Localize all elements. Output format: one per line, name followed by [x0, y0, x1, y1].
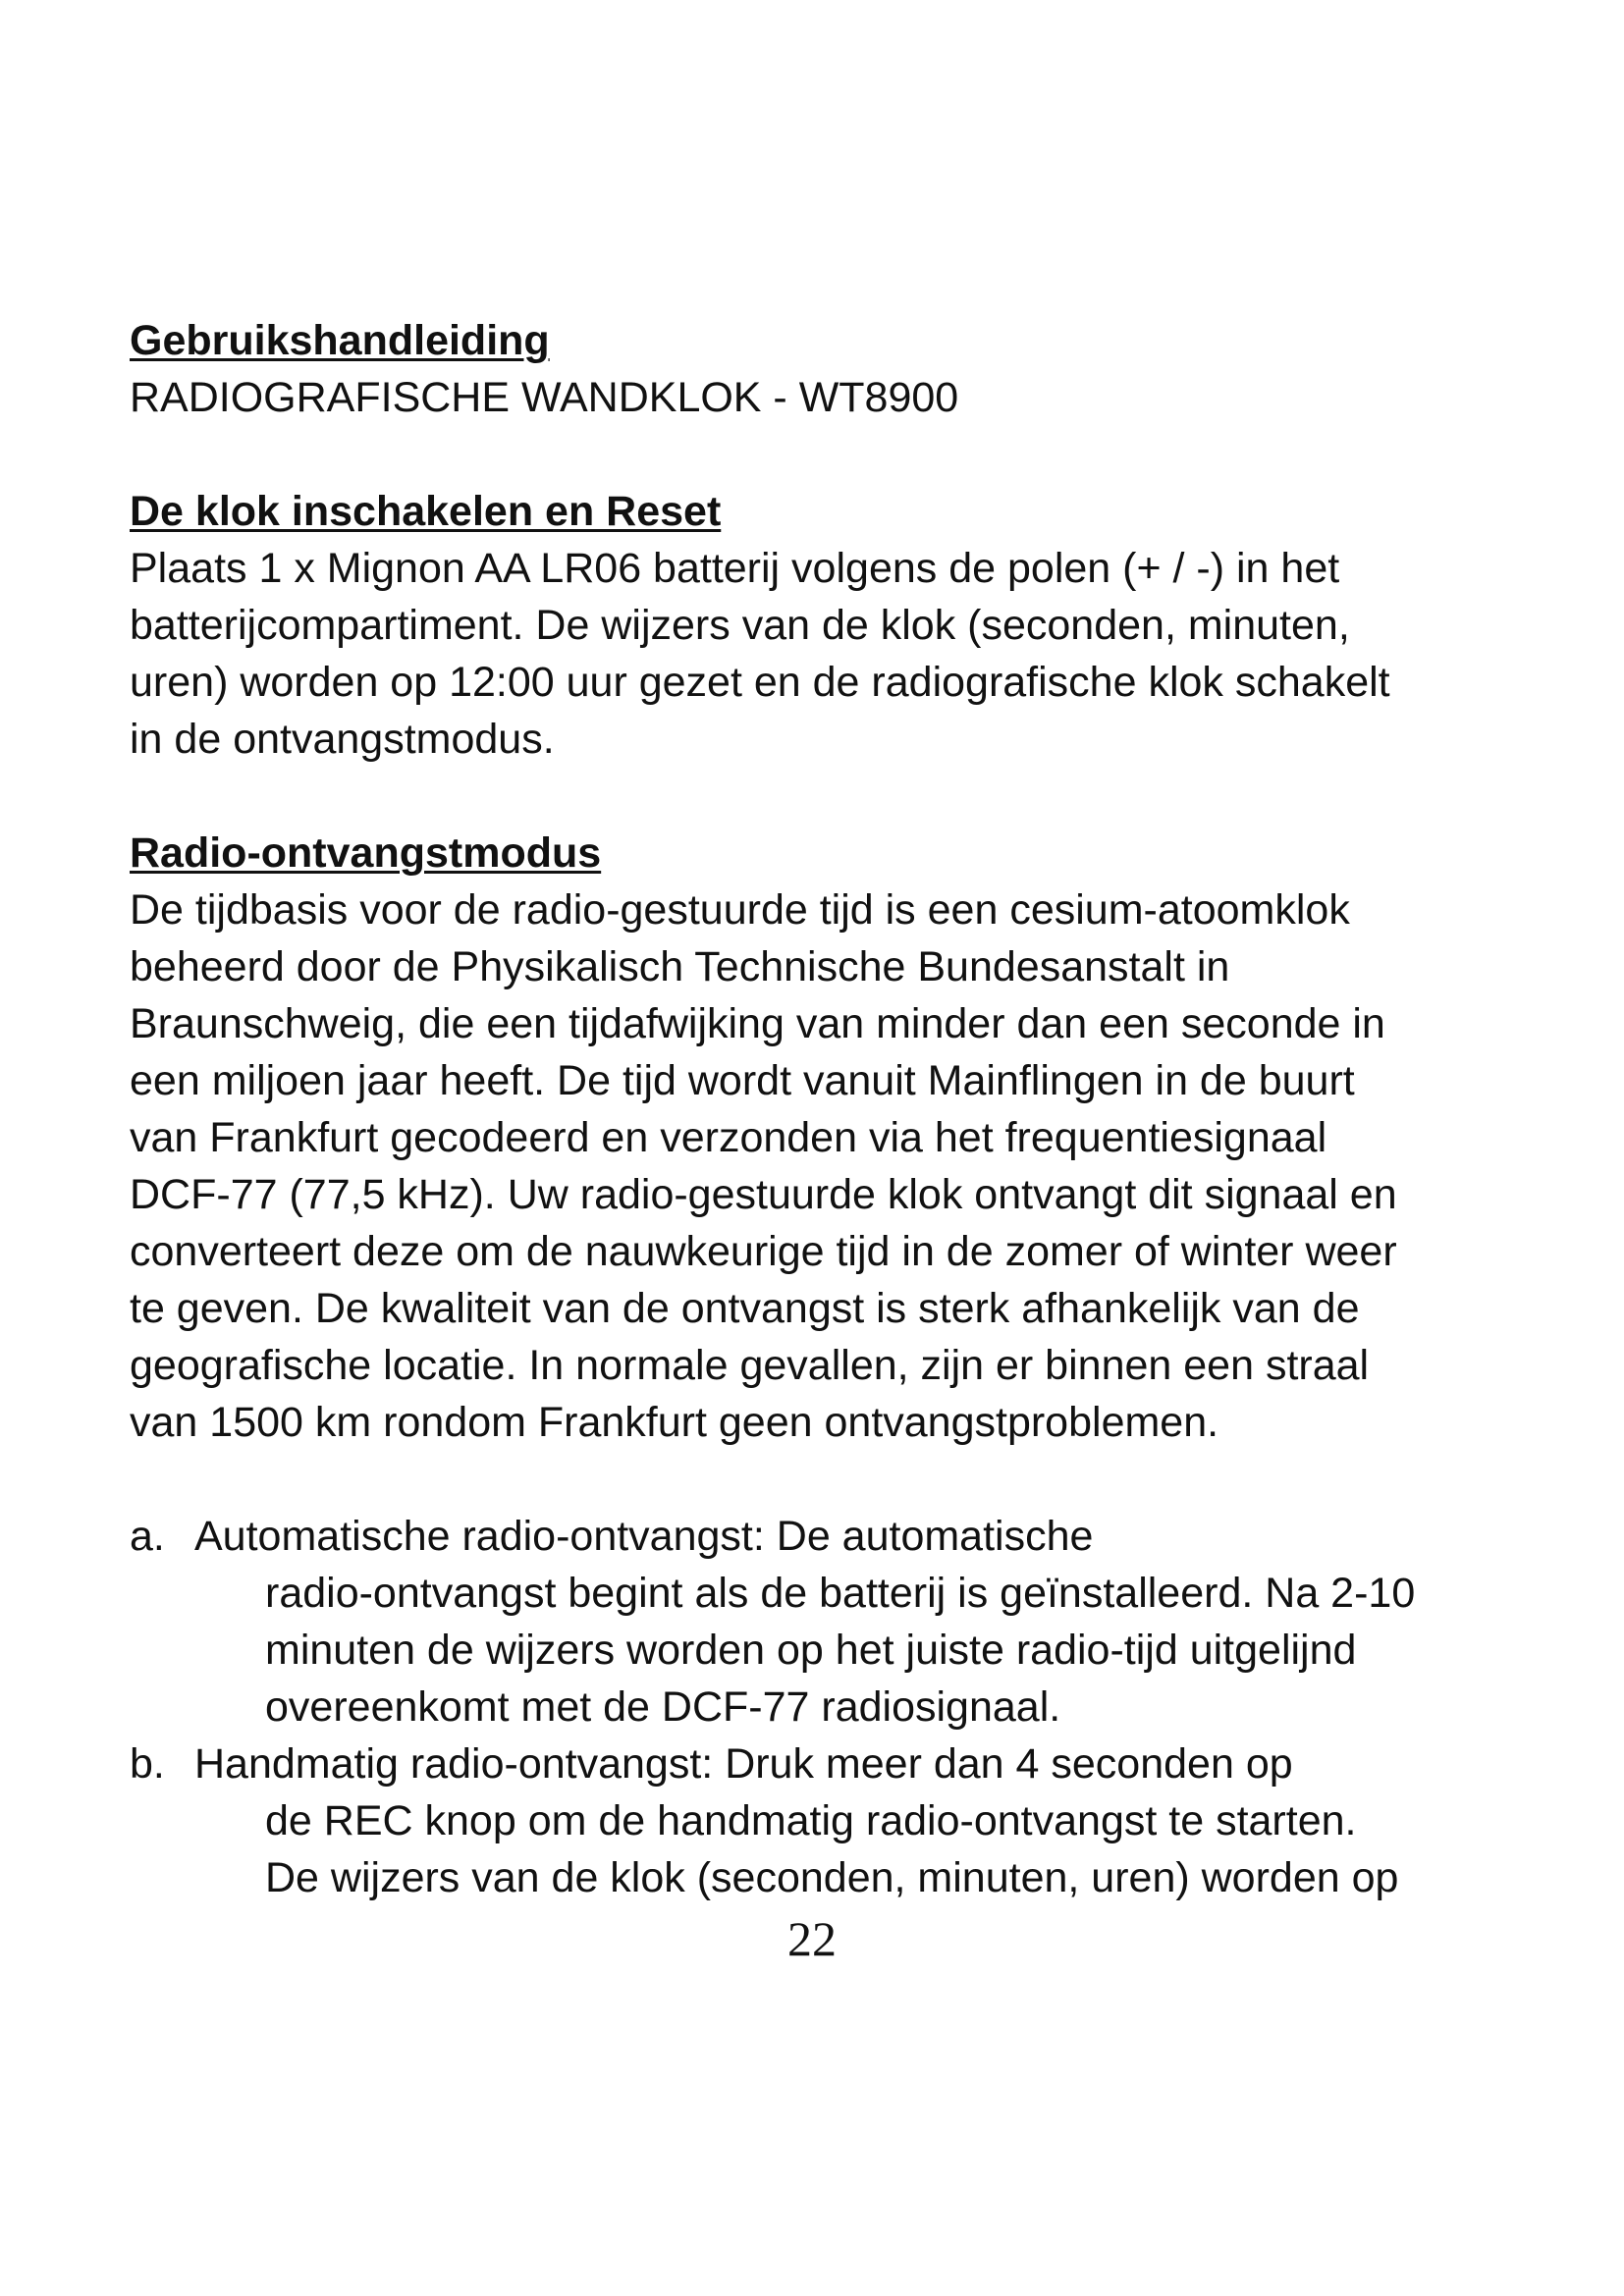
paragraph-line: DCF-77 (77,5 kHz). Uw radio-gestuurde klok ontvangt dit signaal en [130, 1171, 1397, 1218]
list-item-line: de REC knop om de handmatig radio-ontvangst te starten. [265, 1797, 1357, 1844]
paragraph-line: te geven. De kwaliteit van de ontvangst is sterk afhankelijk van de [130, 1285, 1360, 1332]
paragraph-line: van 1500 km rondom Frankfurt geen ontvangstproblemen. [130, 1399, 1219, 1446]
paragraph-line: van Frankfurt gecodeerd en verzonden via het frequentiesignaal [130, 1114, 1327, 1161]
paragraph-line: beheerd door de Physikalisch Technische Bundesanstalt in [130, 943, 1230, 990]
paragraph-line: geografische locatie. In normale gevallen, zijn er binnen een straal [130, 1342, 1370, 1389]
list-item-first-line: Automatische radio-ontvangst: De automatische [194, 1513, 1094, 1560]
section-radio [130, 825, 1543, 1451]
section-reset [130, 483, 1543, 768]
list-item [130, 1508, 1543, 1735]
list-marker: a. [130, 1513, 165, 1560]
list-item [130, 1735, 1543, 1906]
page-number: 22 [787, 1911, 837, 1966]
list-item-line: De wijzers van de klok (seconden, minuten, uren) worden op [265, 1854, 1399, 1901]
paragraph-line: uren) worden op 12:00 uur gezet en de radiografische klok schakelt [130, 659, 1390, 706]
list-marker: b. [130, 1740, 165, 1788]
paragraph-line: batterijcompartiment. De wijzers van de klok (seconden, minuten, [130, 602, 1350, 649]
spacer [130, 768, 1543, 825]
manual-page [130, 312, 1543, 1906]
list-item-line: minuten de wijzers worden op het juiste radio-tijd uitgelijnd [265, 1627, 1357, 1674]
section-heading: Radio-ontvangstmodus [130, 829, 602, 877]
list-item-line: overeenkomt met de DCF-77 radiosignaal. [265, 1683, 1061, 1731]
manual-title: Gebruikshandleiding [130, 317, 550, 364]
paragraph-line: De tijdbasis voor de radio-gestuurde tijd is een cesium-atoomklok [130, 886, 1350, 934]
list-item-line: radio-ontvangst begint als de batterij is geïnstalleerd. Na 2-10 [265, 1570, 1416, 1617]
spacer [130, 1451, 1543, 1508]
section-heading: De klok inschakelen en Reset [130, 488, 722, 535]
paragraph-line: Plaats 1 x Mignon AA LR06 batterij volgens de polen (+ / -) in het [130, 545, 1340, 592]
spacer [130, 426, 1543, 483]
list-item-first-line: Handmatig radio-ontvangst: Druk meer dan 4 seconden op [194, 1740, 1293, 1788]
paragraph-line: Braunschweig, die een tijdafwijking van minder dan een seconde in [130, 1000, 1385, 1047]
paragraph-line: in de ontvangstmodus. [130, 716, 555, 763]
paragraph-line: een miljoen jaar heeft. De tijd wordt vanuit Mainflingen in de buurt [130, 1057, 1355, 1104]
manual-subtitle: RADIOGRAFISCHE WANDKLOK - WT8900 [130, 374, 959, 421]
paragraph-line: converteert deze om de nauwkeurige tijd in de zomer of winter weer [130, 1228, 1397, 1275]
reception-list [130, 1508, 1543, 1906]
